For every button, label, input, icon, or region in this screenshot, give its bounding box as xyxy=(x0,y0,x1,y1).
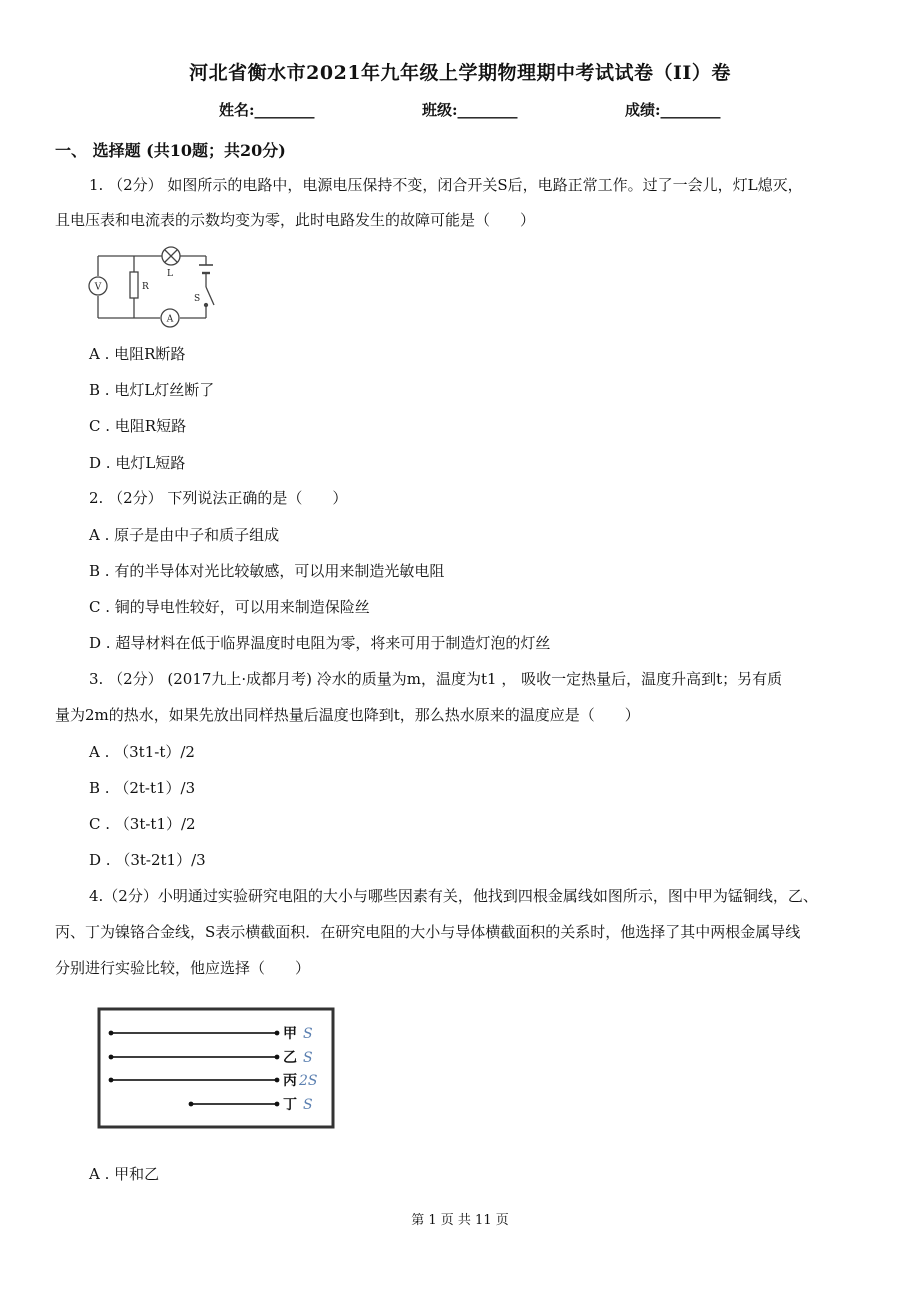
question-2-line-1: 2. （2分） 下列说法正确的是（ ） xyxy=(89,489,348,507)
q1-option-c: C . 电阻R短路 xyxy=(89,417,187,435)
class-field: 班级:________ xyxy=(422,101,518,119)
lamp-label: L xyxy=(167,269,173,279)
q3-option-c: C . （3t-t1）/2 xyxy=(89,815,196,833)
q2-option-c: C . 铜的导电性较好，可以用来制造保险丝 xyxy=(89,598,370,616)
question-3-line-2: 量为2m的热水，如果先放出同样热量后温度也降到t，那么热水原来的温度应是（ ） xyxy=(55,706,640,724)
q3-option-d: D . （3t-2t1）/3 xyxy=(89,851,206,869)
wire-area-bing: 2S xyxy=(299,1073,318,1089)
voltmeter-label: V xyxy=(94,282,102,293)
switch-label: S xyxy=(194,294,201,304)
wire-area-jia: S xyxy=(303,1026,313,1042)
question-4-line-2: 丙、丁为镍铬合金线，S表示横截面积．在研究电阻的大小与导体横截面积的关系时，他选择了其中两根金属导线 xyxy=(55,923,801,941)
q1-option-b: B . 电灯L灯丝断了 xyxy=(89,381,215,399)
wire-area-yi: S xyxy=(303,1050,313,1066)
question-3-line-1: 3. （2分） (2017九上·成都月考) 冷水的质量为m，温度为t1 ， 吸收一定热量后，温度升高到t；另有质 xyxy=(89,670,783,688)
page-title: 河北省衡水市2021年九年级上学期物理期中考试试卷（II）卷 xyxy=(189,62,731,84)
q3-option-b: B . （2t-t1）/3 xyxy=(89,779,196,797)
wire-label-bing: 丙 xyxy=(283,1073,297,1089)
circuit-diagram xyxy=(88,243,228,329)
q1-option-d: D . 电灯L短路 xyxy=(89,454,186,472)
q3-option-a: A . （3t1-t）/2 xyxy=(89,743,195,761)
q2-option-a: A . 原子是由中子和质子组成 xyxy=(89,526,280,544)
ammeter-label: A xyxy=(166,314,174,325)
q4-option-a: A . 甲和乙 xyxy=(89,1165,160,1183)
q2-option-d: D . 超导材料在低于临界温度时电阻为零，将来可用于制造灯泡的灯丝 xyxy=(89,634,551,652)
question-1-line-2: 且电压表和电流表的示数均变为零，此时电路发生的故障可能是（ ） xyxy=(55,211,536,229)
section-heading: 一、 选择题 (共10题；共20分) xyxy=(55,141,286,160)
metal-wires-figure xyxy=(97,1007,337,1131)
q1-option-a: A . 电阻R断路 xyxy=(89,345,186,363)
wire-label-yi: 乙 xyxy=(283,1050,297,1066)
score-field: 成绩:________ xyxy=(625,101,721,119)
page-footer: 第 1 页 共 11 页 xyxy=(411,1213,509,1228)
wire-label-jia: 甲 xyxy=(283,1026,297,1042)
wire-label-ding: 丁 xyxy=(283,1097,297,1113)
wire-area-ding: S xyxy=(303,1097,313,1113)
question-4-line-1: 4.（2分）小明通过实验研究电阻的大小与哪些因素有关，他找到四根金属线如图所示，图中甲为锰铜线，乙、 xyxy=(89,887,818,905)
question-4-line-3: 分别进行实验比较，他应选择（ ） xyxy=(55,959,311,977)
q2-option-b: B . 有的半导体对光比较敏感，可以用来制造光敏电阻 xyxy=(89,562,445,580)
question-1-line-1: 1. （2分） 如图所示的电路中，电源电压保持不变，闭合开关S后，电路正常工作。过了一会儿，灯L熄灭， xyxy=(89,176,803,194)
resistor-label: R xyxy=(142,282,149,292)
name-field: 姓名:________ xyxy=(219,101,315,119)
